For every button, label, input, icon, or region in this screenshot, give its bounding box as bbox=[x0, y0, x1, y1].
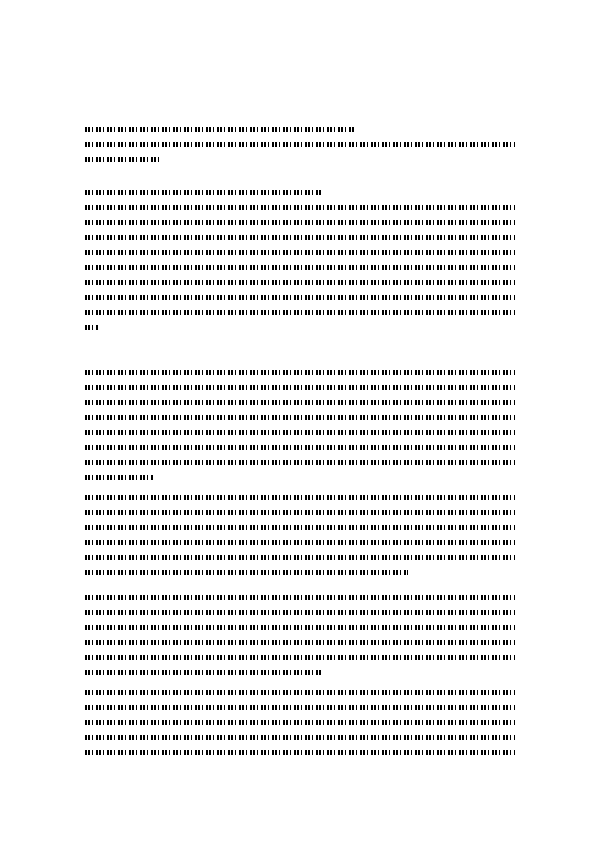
text-line bbox=[85, 705, 515, 710]
paragraph-5 bbox=[85, 690, 515, 765]
text-line bbox=[85, 205, 515, 210]
text-line bbox=[85, 720, 515, 725]
text-line bbox=[85, 127, 356, 132]
text-line bbox=[85, 595, 515, 600]
text-line bbox=[85, 385, 515, 390]
text-line bbox=[85, 190, 322, 195]
text-line bbox=[85, 415, 515, 420]
text-line bbox=[85, 295, 515, 300]
text-line bbox=[85, 610, 515, 615]
text-line bbox=[85, 400, 515, 405]
text-line bbox=[85, 475, 154, 480]
text-line bbox=[85, 495, 515, 500]
text-line bbox=[85, 142, 515, 147]
text-line bbox=[85, 735, 515, 740]
text-line bbox=[85, 625, 515, 630]
text-line bbox=[85, 460, 515, 465]
text-line bbox=[85, 325, 98, 330]
text-line bbox=[85, 750, 515, 755]
text-line bbox=[85, 655, 515, 660]
paragraph-1 bbox=[85, 190, 515, 340]
text-line bbox=[85, 555, 515, 560]
text-line bbox=[85, 280, 515, 285]
text-line bbox=[85, 220, 515, 225]
text-line bbox=[85, 570, 408, 575]
text-line bbox=[85, 640, 515, 645]
text-line bbox=[85, 157, 162, 162]
text-line bbox=[85, 250, 515, 255]
text-line bbox=[85, 235, 515, 240]
text-line bbox=[85, 510, 515, 515]
paragraph-4 bbox=[85, 595, 515, 685]
text-line bbox=[85, 370, 515, 375]
paragraph-3 bbox=[85, 495, 515, 585]
text-line bbox=[85, 310, 515, 315]
text-line bbox=[85, 445, 515, 450]
text-line bbox=[85, 430, 515, 435]
text-line bbox=[85, 540, 515, 545]
text-line bbox=[85, 670, 322, 675]
text-line bbox=[85, 525, 515, 530]
text-line bbox=[85, 690, 515, 695]
text-line bbox=[85, 265, 515, 270]
paragraph-2 bbox=[85, 370, 515, 490]
paragraph-intro bbox=[85, 127, 515, 172]
